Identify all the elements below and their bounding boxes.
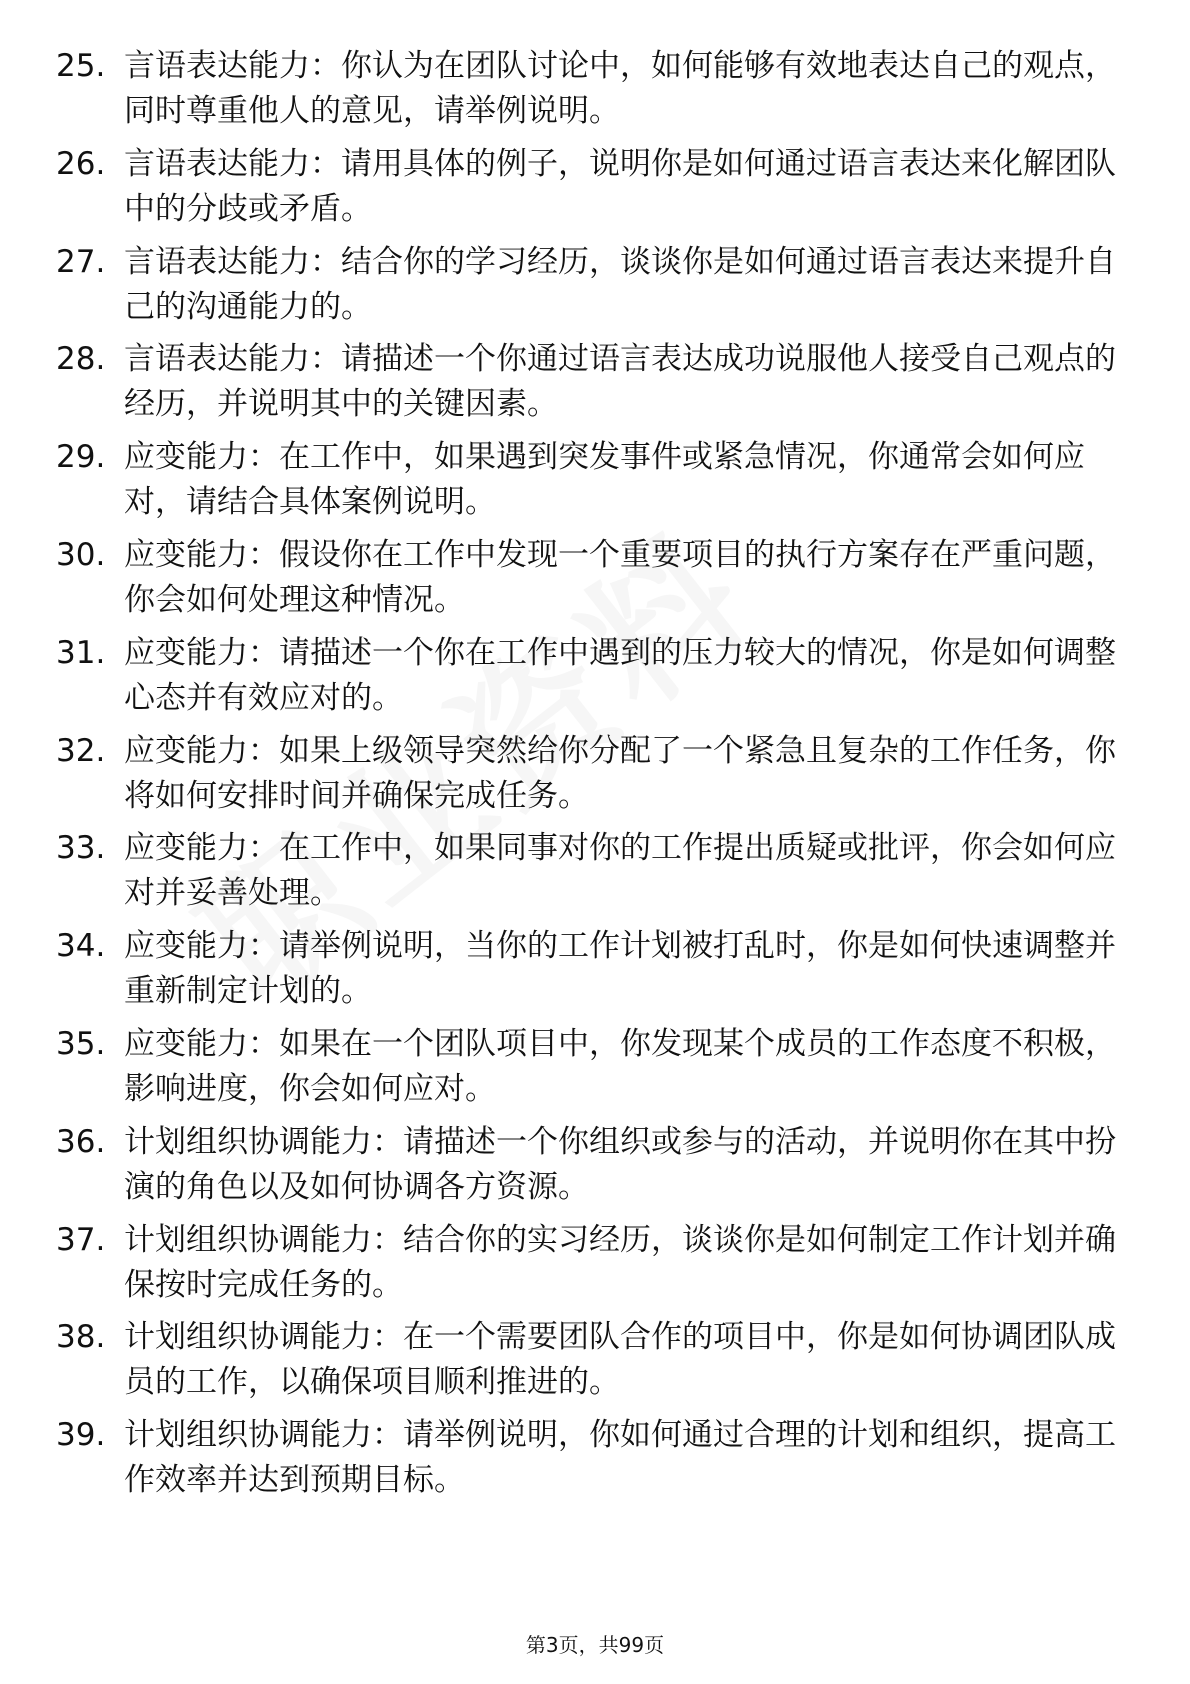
question-item — [56, 142, 1116, 240]
question-list — [56, 44, 1116, 1511]
question-item — [56, 435, 1116, 533]
question-item — [56, 1413, 1116, 1511]
question-item — [56, 44, 1116, 142]
question-number: 30. — [56, 536, 106, 573]
question-text: 计划组织协调能力：结合你的实习经历，谈谈你是如何制定工作计划并确保按时完成任务的。 — [124, 1221, 1116, 1303]
question-text: 应变能力：如果上级领导突然给你分配了一个紧急且复杂的工作任务，你将如何安排时间并确保完成任务。 — [124, 732, 1116, 814]
question-number: 37. — [56, 1221, 106, 1258]
question-item — [56, 1218, 1116, 1316]
question-text: 言语表达能力：请用具体的例子，说明你是如何通过语言表达来化解团队中的分歧或矛盾。 — [124, 145, 1116, 227]
question-text: 应变能力：在工作中，如果同事对你的工作提出质疑或批评，你会如何应对并妥善处理。 — [124, 830, 1116, 912]
question-number: 33. — [56, 830, 106, 867]
question-text: 应变能力：请描述一个你在工作中遇到的压力较大的情况，你是如何调整心态并有效应对的。 — [124, 634, 1116, 716]
question-text: 应变能力：请举例说明，当你的工作计划被打乱时，你是如何快速调整并重新制定计划的。 — [124, 928, 1116, 1010]
question-item — [56, 1120, 1116, 1218]
page-number-label: 第3页，共99页 — [525, 1633, 665, 1657]
question-text: 言语表达能力：结合你的学习经历，谈谈你是如何通过语言表达来提升自己的沟通能力的。 — [124, 243, 1116, 325]
question-item — [56, 337, 1116, 435]
question-number: 36. — [56, 1123, 106, 1160]
question-item — [56, 240, 1116, 338]
question-text: 计划组织协调能力：请描述一个你组织或参与的活动，并说明你在其中扮演的角色以及如何协调各方资源。 — [124, 1123, 1116, 1205]
question-number: 25. — [56, 48, 106, 84]
question-item — [56, 826, 1116, 924]
question-number: 28. — [56, 341, 106, 378]
question-number: 39. — [56, 1417, 106, 1454]
question-number: 32. — [56, 732, 106, 769]
question-number: 31. — [56, 634, 106, 671]
question-text: 计划组织协调能力：在一个需要团队合作的项目中，你是如何协调团队成员的工作，以确保项目顺利推进的。 — [124, 1319, 1116, 1401]
question-item — [56, 533, 1116, 631]
question-number: 29. — [56, 439, 106, 476]
question-item — [56, 1315, 1116, 1413]
question-item — [56, 1022, 1116, 1120]
page-footer — [0, 1632, 1190, 1658]
question-item — [56, 631, 1116, 729]
question-text: 应变能力：假设你在工作中发现一个重要项目的执行方案存在严重问题，你会如何处理这种情况。 — [124, 536, 1116, 618]
question-text: 应变能力：在工作中，如果遇到突发事件或紧急情况，你通常会如何应对，请结合具体案例说明。 — [124, 439, 1085, 521]
question-number: 27. — [56, 243, 106, 280]
question-text: 应变能力：如果在一个团队项目中，你发现某个成员的工作态度不积极，影响进度，你会如何应对。 — [124, 1025, 1116, 1107]
question-number: 38. — [56, 1319, 106, 1356]
question-number: 34. — [56, 928, 106, 965]
question-number: 35. — [56, 1025, 106, 1062]
question-text: 言语表达能力：你认为在团队讨论中，如何能够有效地表达自己的观点，同时尊重他人的意见，请举例说明。 — [124, 48, 1116, 129]
question-item — [56, 729, 1116, 827]
question-text: 言语表达能力：请描述一个你通过语言表达成功说服他人接受自己观点的经历，并说明其中的关键因素。 — [124, 341, 1116, 423]
question-text: 计划组织协调能力：请举例说明，你如何通过合理的计划和组织，提高工作效率并达到预期目标。 — [124, 1417, 1116, 1499]
question-item — [56, 924, 1116, 1022]
question-number: 26. — [56, 145, 106, 182]
